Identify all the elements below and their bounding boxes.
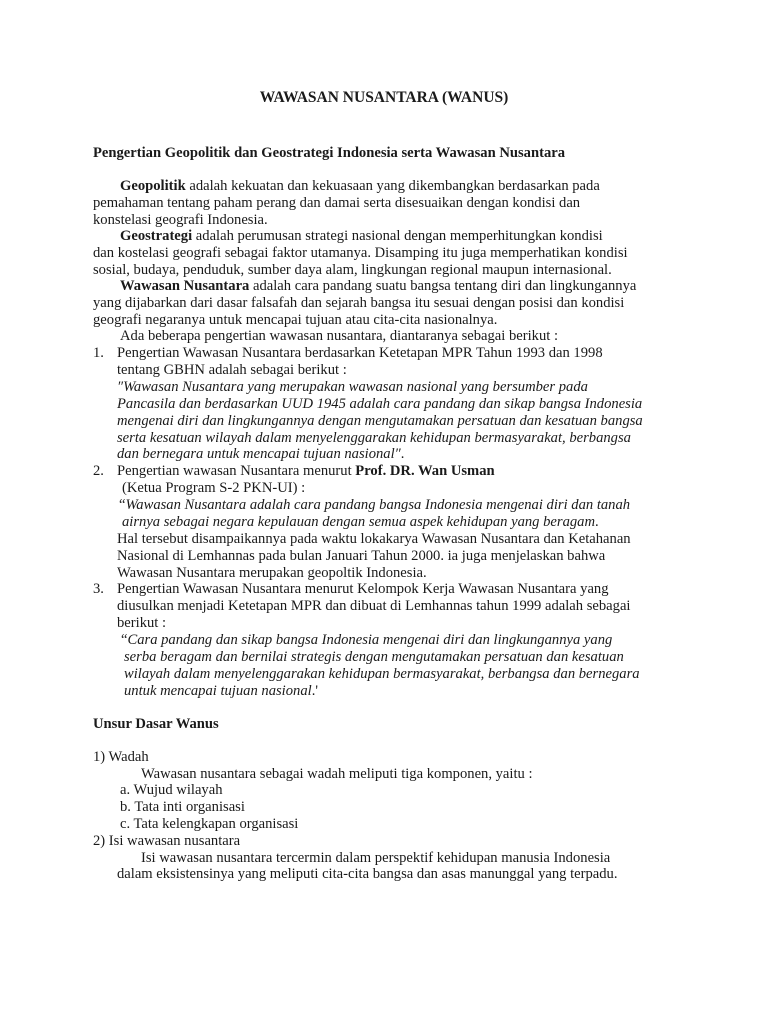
- item-2-para-2: Nasional di Lemhannas pada bulan Januari Tahun 2000. ia juga menjelaskan bahwa: [117, 548, 606, 564]
- document-title: WAWASAN NUSANTARA (WANUS): [259, 89, 509, 106]
- geopolitik-text-1: adalah kekuatan dan kekuasaan yang dikembangkan berdasarkan pada: [185, 178, 600, 194]
- wawasan-line-2: yang dijabarkan dari dasar falsafah dan sejarah bangsa itu sesuai dengan posisi dan kondisi: [93, 295, 625, 311]
- intro-line: Ada beberapa pengertian wawasan nusantara, diantaranya sebagai berikut :: [120, 328, 559, 344]
- item-1-line-1: Pengertian Wawasan Nusantara berdasarkan Ketetapan MPR Tahun 1993 dan 1998: [117, 345, 603, 361]
- item-3-quote-4-end: .': [311, 683, 318, 699]
- item-2-quote-1-text: Wawasan Nusantara adalah cara pandang bangsa Indonesia mengenai diri dan tanah: [125, 497, 631, 513]
- item-2-quote-2-end: .: [595, 514, 599, 530]
- item-2-quote-2-text: airnya sebagai negara kepulauan dengan semua aspek kehidupan yang beragam: [122, 514, 595, 530]
- geopolitik-line-2: pemahaman tentang paham perang dan damai serta disesuaikan dengan kondisi dan: [93, 195, 581, 211]
- item-3-quote-2: serba beragam dan bernilai strategis dengan mengutamakan persatuan dan kesatuan: [124, 649, 624, 665]
- item-3-line-2: diusulkan menjadi Ketetapan MPR dan dibuat di Lemhannas tahun 1999 adalah sebagai: [117, 598, 631, 614]
- item-1-quote-4: serta kesatuan wilayah dalam menyelenggarakan kehidupan bermasyarakat, berbangsa: [117, 430, 631, 446]
- item-2-quote-open: “: [119, 497, 126, 513]
- unsur-wadah-desc: Wawasan nusantara sebagai wadah meliputi tiga komponen, yaitu :: [141, 766, 533, 782]
- item-3-number: 3.: [93, 581, 104, 597]
- item-3-quote-4-text: untuk mencapai tujuan nasional: [124, 683, 312, 699]
- item-2-line-1: [117, 463, 495, 480]
- unsur-wadah: 1) Wadah: [93, 749, 149, 765]
- item-2-number: 2.: [93, 463, 104, 479]
- unsur-item-c: c. Tata kelengkapan organisasi: [120, 816, 299, 832]
- geopolitik-line-3: konstelasi geografi Indonesia.: [93, 212, 268, 228]
- unsur-isi: 2) Isi wawasan nusantara: [93, 833, 241, 849]
- item-3-line-1: Pengertian Wawasan Nusantara menurut Kelompok Kerja Wawasan Nusantara yang: [117, 581, 609, 597]
- wawasan-line-1: [120, 278, 636, 295]
- wawasan-text-1: adalah cara pandang suatu bangsa tentang diri dan lingkungannya: [249, 278, 637, 294]
- wawasan-line-3: geografi negaranya untuk mencapai tujuan atau cita-cita nasionalnya.: [93, 312, 498, 328]
- item-3-quote-4: [124, 683, 318, 700]
- unsur-isi-line-2: dalam eksistensinya yang meliputi cita-cita bangsa dan asas manunggal yang terpadu.: [117, 866, 618, 882]
- unsur-item-a: a. Wujud wilayah: [120, 782, 223, 798]
- geostrategi-line-1: [120, 228, 603, 245]
- item-1-quote-5-text: dan bernegara untuk mencapai tujuan nasional″: [117, 446, 401, 462]
- item-2-para-3: Wawasan Nusantara merupakan geopoltik Indonesia.: [117, 565, 427, 581]
- item-2-para-1: Hal tersebut disampaikannya pada waktu lokakarya Wawasan Nusantara dan Ketahanan: [117, 531, 631, 547]
- item-2-quote-1: [119, 497, 630, 514]
- item-3-quote-open: “: [121, 632, 128, 648]
- item-1-quote-3: mengenai diri dan lingkungannya dengan mengutamakan persatuan dan kesatuan bangsa: [117, 413, 643, 429]
- item-3-line-3: berikut :: [117, 615, 167, 631]
- geopolitik-line-1: [120, 178, 600, 195]
- unsur-item-b: b. Tata inti organisasi: [120, 799, 245, 815]
- unsur-heading: Unsur Dasar Wanus: [93, 716, 219, 732]
- geostrategi-line-2: dan kostelasi geografi sebagai faktor utamanya. Disamping itu juga memperhatikan kondisi: [93, 245, 628, 261]
- wawasan-term: Wawasan Nusantara: [120, 278, 250, 294]
- section-heading: Pengertian Geopolitik dan Geostrategi Indonesia serta Wawasan Nusantara: [93, 145, 566, 161]
- item-1-quote-1: ″Wawasan Nusantara yang merupakan wawasan nasional yang bersumber pada: [117, 379, 588, 395]
- geostrategi-term: Geostrategi: [120, 228, 193, 244]
- item-1-quote-5: [117, 446, 404, 463]
- item-2-line-2: (Ketua Program S-2 PKN-UI) :: [122, 480, 306, 496]
- item-1-quote-2: Pancasila dan berdasarkan UUD 1945 adalah cara pandang dan sikap bangsa Indonesia: [117, 396, 643, 412]
- item-3-quote-3: wilayah dalam menyelenggarakan kehidupan bermasyarakat, berbangsa dan bernegara: [124, 666, 640, 682]
- unsur-isi-line-1: Isi wawasan nusantara tercermin dalam perspektif kehidupan manusia Indonesia: [141, 850, 611, 866]
- item-1-number: 1.: [93, 345, 104, 361]
- item-2-line-1-text: Pengertian wawasan Nusantara menurut: [117, 463, 356, 479]
- item-1-line-2: tentang GBHN adalah sebagai berikut :: [117, 362, 347, 378]
- geostrategi-text-1: adalah perumusan strategi nasional dengan memperhitungkan kondisi: [192, 228, 603, 244]
- item-1-quote-5-end: .: [400, 446, 405, 462]
- geostrategi-line-3: sosial, budaya, penduduk, sumber daya alam, lingkungan regional maupun internasional.: [93, 262, 612, 278]
- item-3-quote-1: [121, 632, 612, 649]
- item-3-quote-1-text: Cara pandang dan sikap bangsa Indonesia mengenai diri dan lingkungannya yang: [127, 632, 613, 648]
- geopolitik-term: Geopolitik: [120, 178, 186, 194]
- item-2-author: Prof. DR. Wan Usman: [355, 463, 495, 479]
- item-2-quote-2: [122, 514, 599, 531]
